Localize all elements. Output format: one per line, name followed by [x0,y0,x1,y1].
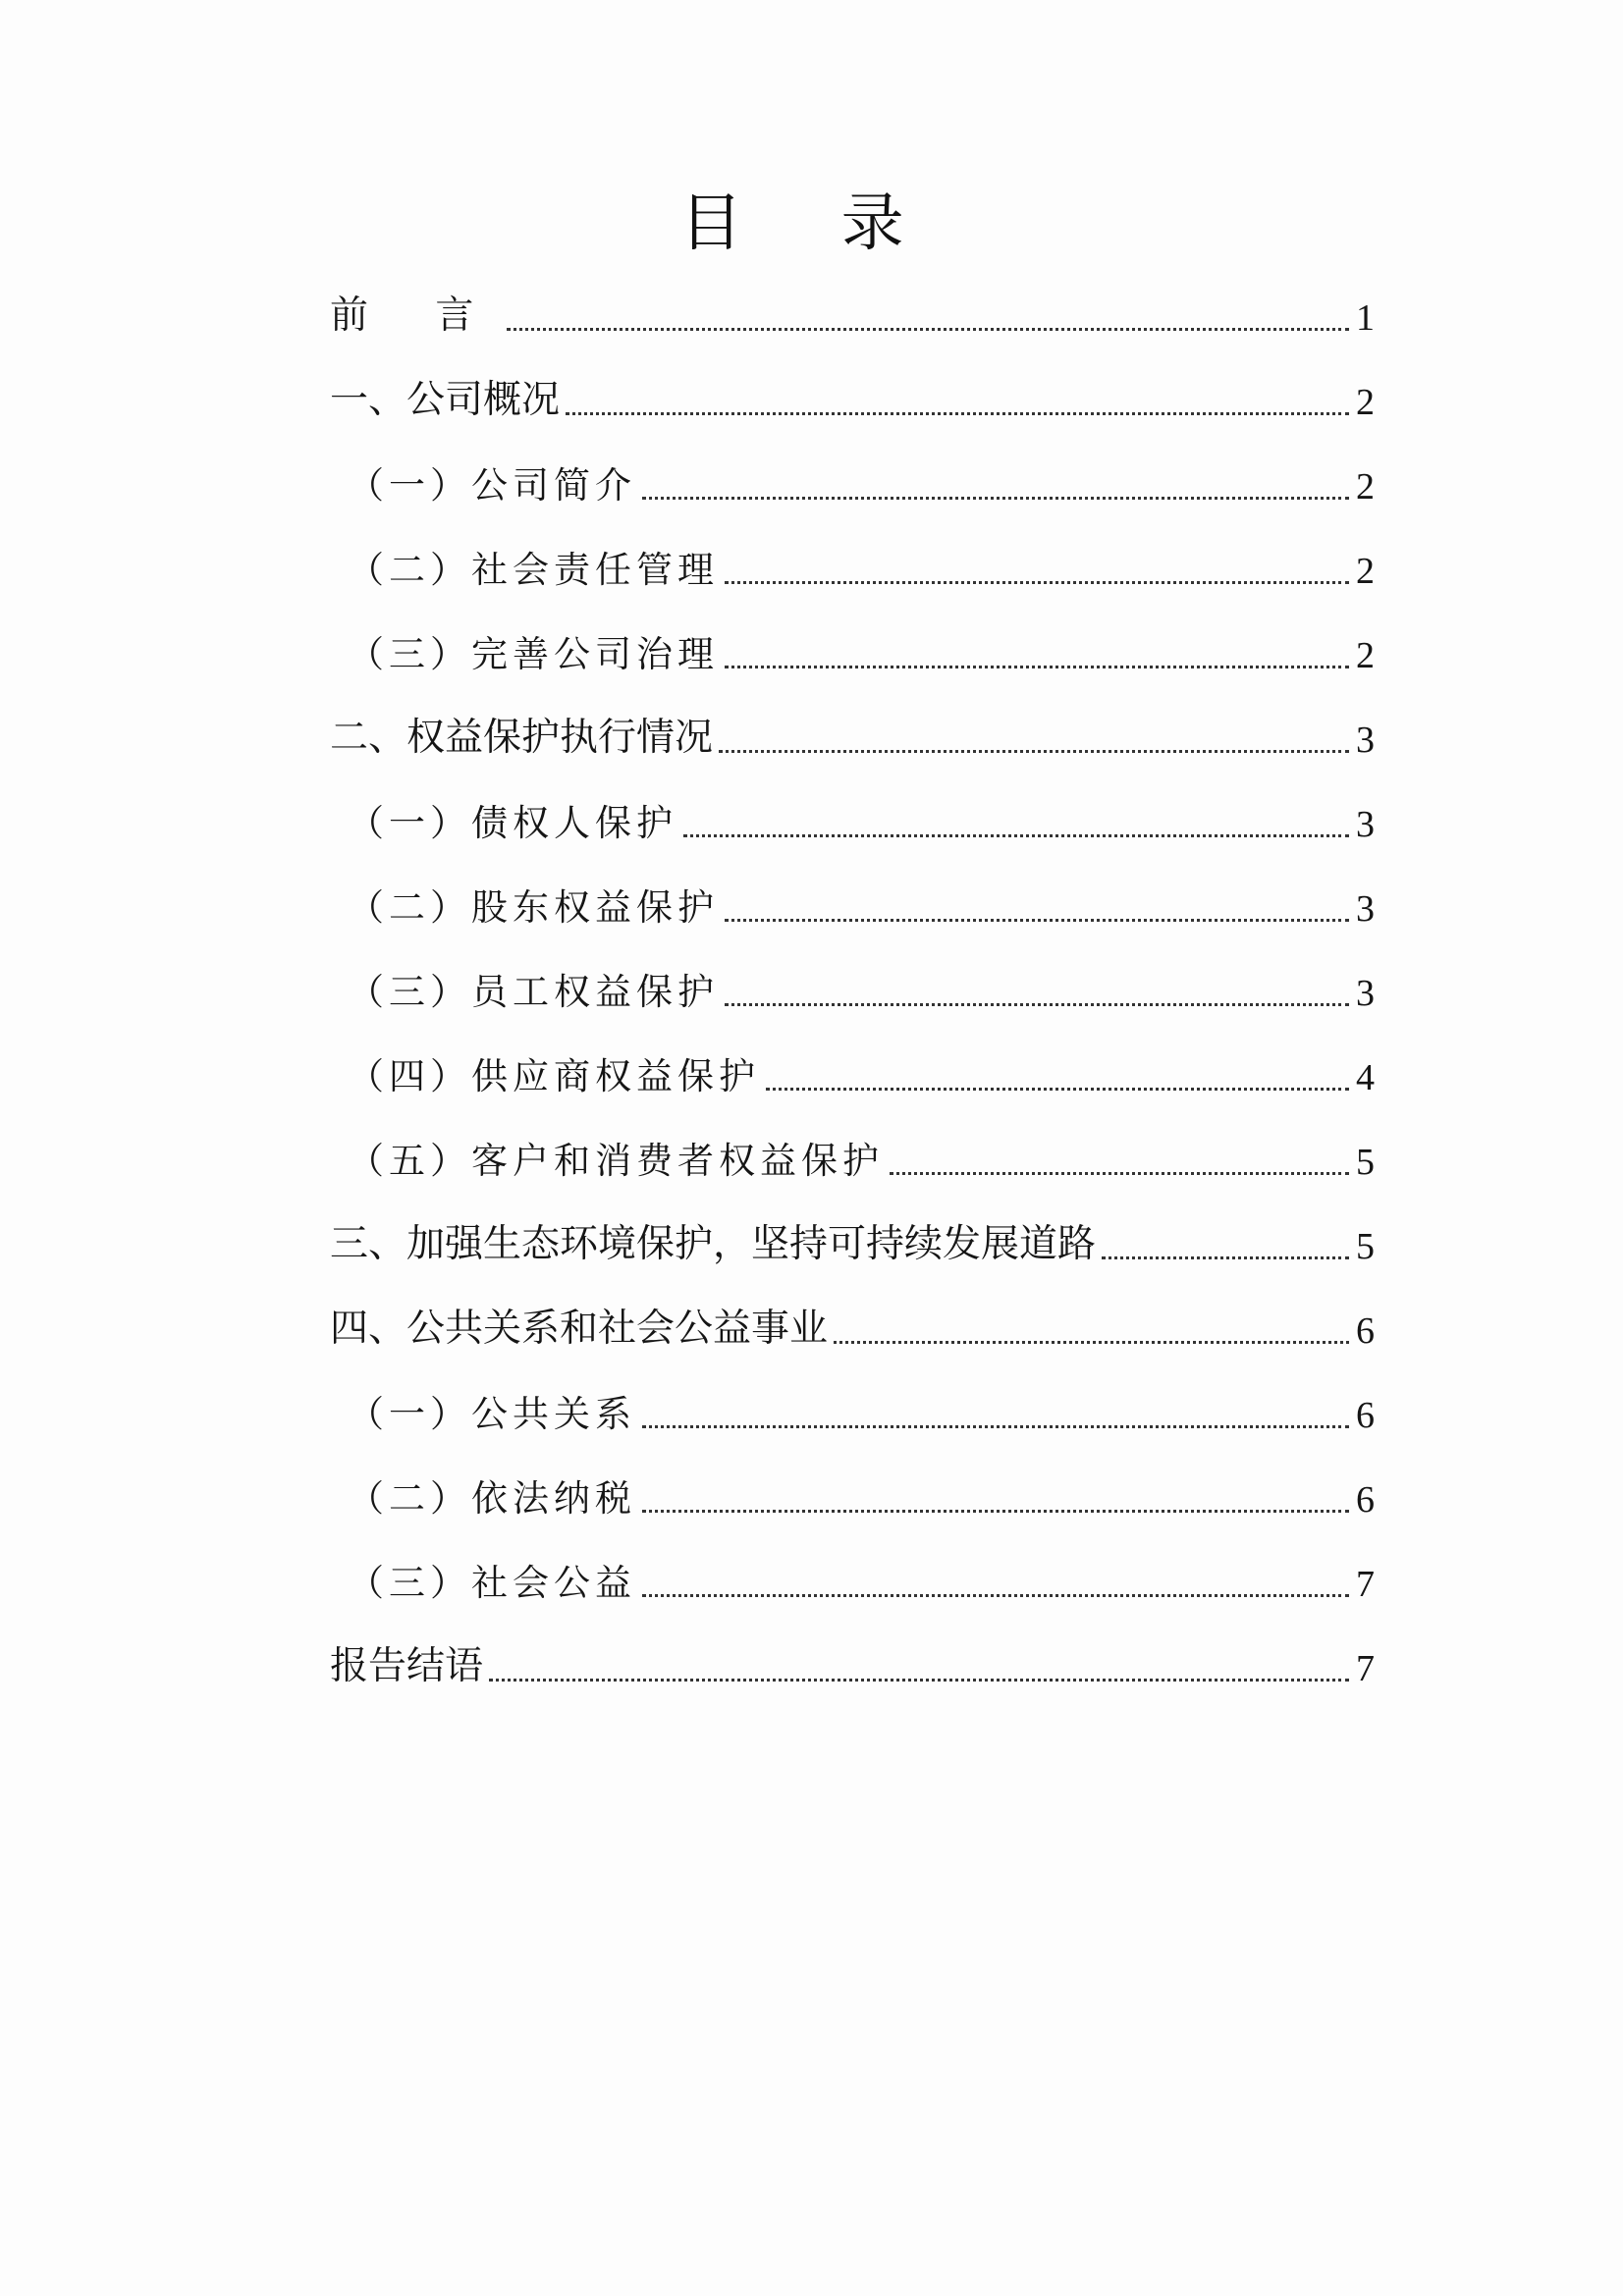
toc-entry[interactable] [330,960,1375,1015]
toc-entry-page: 4 [1356,1057,1375,1098]
toc-entry[interactable] [330,707,1375,762]
dot-leader [766,1088,1349,1091]
toc-entry[interactable] [330,1298,1375,1353]
toc-entry-page: 3 [1356,804,1375,845]
toc-entry-label: （二）社会责任管理 [348,549,719,591]
toc-entry-label: （一）公共关系 [348,1393,636,1435]
dot-leader [642,1594,1349,1597]
toc-entry-label: （二）股东权益保护 [348,886,719,929]
toc-entry[interactable] [330,454,1375,508]
page-title: 目 录 [679,187,944,260]
toc-entry[interactable] [330,1551,1375,1606]
dot-leader [566,412,1349,415]
toc-entry-page: 3 [1356,888,1375,930]
dot-leader [489,1679,1349,1682]
toc-entry-label: （一）公司简介 [348,464,636,507]
toc-entry-page: 5 [1356,1226,1375,1267]
toc-entry-label: （二）依法纳税 [348,1477,636,1520]
dot-leader [719,750,1349,753]
toc-entry-label: （三）社会公益 [348,1562,636,1604]
toc-entry-label: （四）供应商权益保护 [348,1055,760,1097]
toc-entry-page: 3 [1356,720,1375,761]
toc-entry-page: 2 [1356,635,1375,676]
toc-entry[interactable] [330,1213,1375,1268]
toc-entry-page: 2 [1356,466,1375,507]
toc-entry[interactable] [330,622,1375,677]
dot-leader [725,919,1349,922]
toc-entry-page: 6 [1356,1310,1375,1352]
dot-leader [725,1003,1349,1006]
toc-entry-label: （一）债权人保护 [348,802,677,844]
toc-entry-label: 一、公司概况 [330,378,561,422]
toc-entry[interactable] [330,538,1375,593]
dot-leader [642,497,1349,500]
toc-entry[interactable] [330,369,1375,424]
toc-entry[interactable] [330,285,1375,340]
toc-entry[interactable] [330,1635,1375,1690]
dot-leader [642,1510,1349,1513]
toc-entry-page: 5 [1356,1142,1375,1183]
toc-entry-label: （三）员工权益保护 [348,971,719,1013]
toc-entry-label: （五）客户和消费者权益保护 [348,1140,884,1182]
toc-entry-label: 三、加强生态环境保护，坚持可持续发展道路 [330,1222,1097,1266]
toc-entry-label: 报告结语 [330,1644,484,1688]
toc-entry[interactable] [330,1467,1375,1522]
toc-entry[interactable] [330,791,1375,846]
toc-entry-label: 四、公共关系和社会公益事业 [330,1307,829,1351]
dot-leader [890,1172,1349,1175]
toc-entry[interactable] [330,1382,1375,1437]
toc-entry-page: 2 [1356,551,1375,592]
toc-entry[interactable] [330,1129,1375,1184]
toc-entry-label: 前 言 [330,294,502,338]
toc-entry-page: 7 [1356,1648,1375,1689]
dot-leader [642,1425,1349,1428]
toc-entry-label: 二、权益保护执行情况 [330,716,714,760]
toc-entry-page: 2 [1356,382,1375,423]
dot-leader [725,666,1349,668]
toc-entry-label: （三）完善公司治理 [348,633,719,675]
dot-leader [507,328,1349,331]
toc-entry-page: 1 [1356,297,1375,339]
dot-leader [834,1341,1349,1344]
dot-leader [683,834,1349,837]
toc-entry-page: 6 [1356,1479,1375,1521]
dot-leader [725,581,1349,584]
toc-entry[interactable] [330,1044,1375,1099]
toc-entry-page: 3 [1356,973,1375,1014]
dot-leader [1102,1256,1349,1259]
toc-entry[interactable] [330,876,1375,931]
toc-entry-page: 6 [1356,1395,1375,1436]
toc-entry-page: 7 [1356,1564,1375,1605]
